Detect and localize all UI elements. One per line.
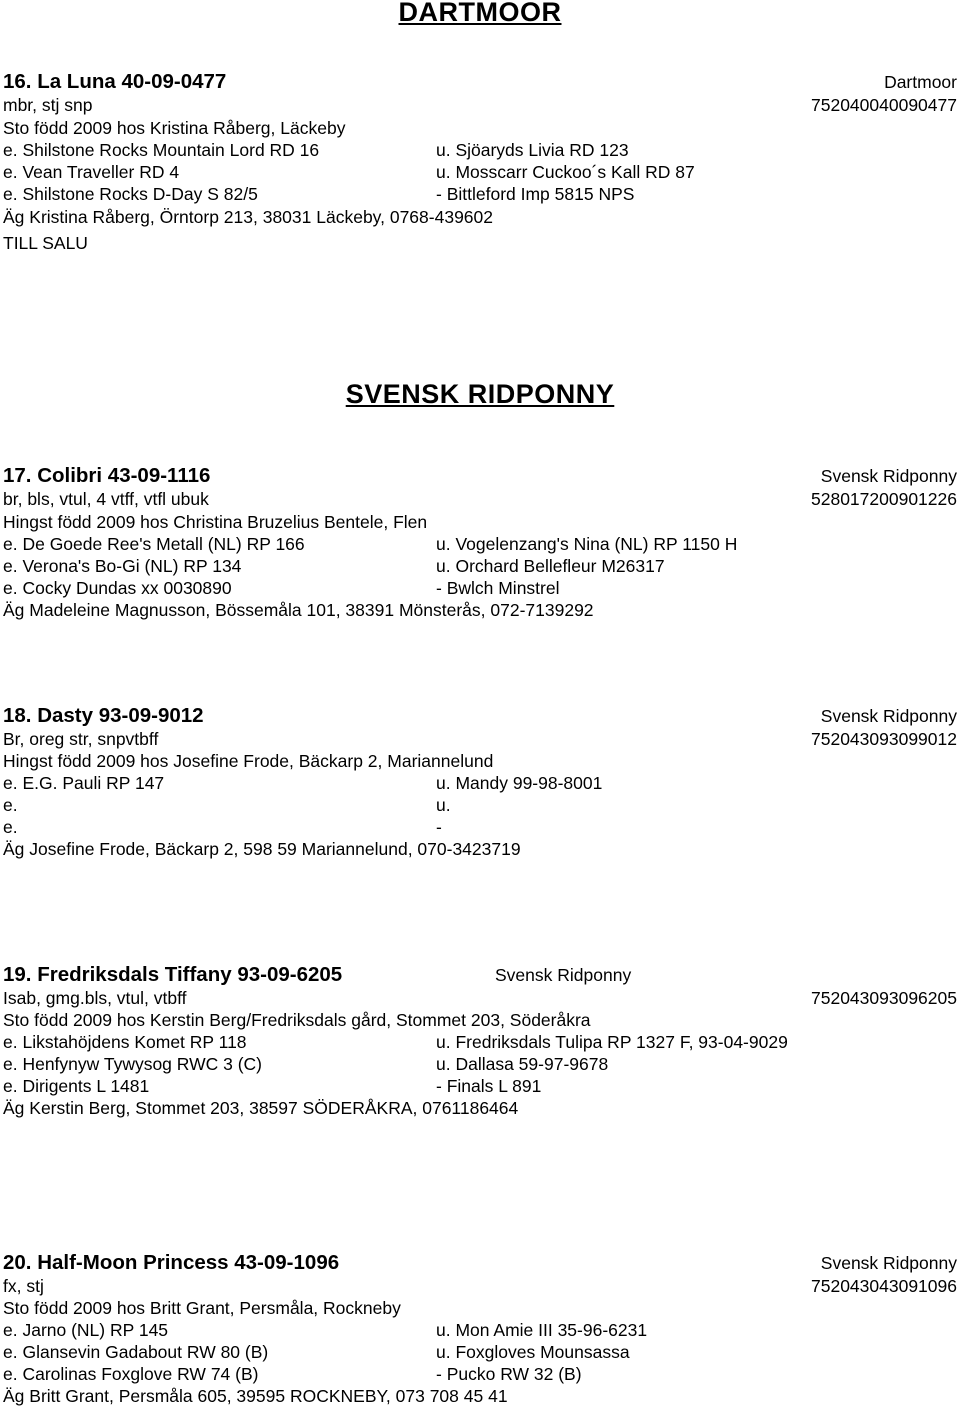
dam: u. Dallasa 59-97-9678 [436,1054,609,1074]
pedigree-row [3,139,957,161]
birth-text: Hingst född 2009 hos Josefine Frode, Bäckarp 2, Mariannelund [3,751,494,771]
horse-name: 17. Colibri 43-09-1116 [3,464,211,487]
horse-name: 19. Fredriksdals Tiffany 93-09-6205 [3,963,343,986]
sire: e. Carolinas Foxglove RW 74 (B) [3,1364,259,1384]
dam: u. Sjöaryds Livia RD 123 [436,140,629,160]
sire: e. Shilstone Rocks D-Day S 82/5 [3,184,258,204]
owner-line [3,1385,957,1407]
description-line [3,94,957,116]
birth-text: Sto född 2009 hos Kristina Råberg, Läckeby [3,118,346,138]
birth-line [3,750,957,772]
dam: u. Mosscarr Cuckoo´s Kall RD 87 [436,162,695,182]
owner-text: Äg Kerstin Berg, Stommet 203, 38597 SÖDERÅKRA, 0761186464 [3,1098,519,1118]
pedigree-row [3,772,957,794]
sire: e. [3,795,18,815]
sire: e. Henfynyw Tywysog RWC 3 (C) [3,1054,263,1074]
birth-line [3,1009,957,1031]
pedigree-row [3,1319,957,1341]
sire: e. De Goede Ree's Metall (NL) RP 166 [3,534,305,554]
owner-text: Äg Kristina Råberg, Örntorp 213, 38031 Läckeby, 0768-439602 [3,207,493,227]
dam: u. Fredriksdals Tulipa RP 1327 F, 93-04-9029 [436,1032,788,1052]
pedigree-row [3,555,957,577]
sire: e. Dirigents L 1481 [3,1076,150,1096]
color-markings: br, bls, vtul, 4 vtff, vtfl ubuk [3,489,209,509]
entry-heading [3,465,957,487]
dam: u. Vogelenzang's Nina (NL) RP 1150 H [436,534,738,554]
dam: - Pucko RW 32 (B) [436,1364,582,1384]
horse-name: 20. Half-Moon Princess 43-09-1096 [3,1251,340,1274]
horse-name: 18. Dasty 93-09-9012 [3,704,204,727]
dam: u. Orchard Bellefleur M26317 [436,556,665,576]
owner-line [3,1097,957,1119]
sire: e. [3,817,18,837]
sire: e. Glansevin Gadabout RW 80 (B) [3,1342,269,1362]
sire: e. Vean Traveller RD 4 [3,162,180,182]
pedigree-row [3,577,957,599]
owner-line [3,599,957,621]
pedigree-row [3,1075,957,1097]
birth-text: Sto född 2009 hos Kerstin Berg/Fredriksdals gård, Stommet 203, Söderåkra [3,1010,591,1030]
breed-label: Svensk Ridponny [820,466,957,486]
id-number: 752043093099012 [811,729,957,749]
id-number: 752043043091096 [811,1276,957,1296]
sire: e. Likstahöjdens Komet RP 118 [3,1032,247,1052]
description-line [3,1275,957,1297]
sire: e. Jarno (NL) RP 145 [3,1320,169,1340]
sire: e. E.G. Pauli RP 147 [3,773,165,793]
owner-line [3,838,957,860]
birth-text: Sto född 2009 hos Britt Grant, Persmåla, Rockneby [3,1298,401,1318]
pedigree-row [3,1363,957,1385]
dam: - Finals L 891 [436,1076,542,1096]
pedigree-row [3,1053,957,1075]
sale-note [3,232,957,254]
birth-line [3,511,957,533]
color-markings: fx, stj [3,1276,44,1296]
horse-name: 16. La Luna 40-09-0477 [3,70,227,93]
owner-text: Äg Britt Grant, Persmåla 605, 39595 ROCKNEBY, 073 708 45 41 [3,1386,508,1406]
owner-line [3,206,957,228]
color-markings: Isab, gmg.bls, vtul, vtbff [3,988,187,1008]
sale-note-text: TILL SALU [3,233,88,253]
sire: e. Shilstone Rocks Mountain Lord RD 16 [3,140,320,160]
dam: - [436,817,442,837]
entry-heading [3,964,957,986]
birth-line [3,117,957,139]
dam: u. Foxgloves Mounsassa [436,1342,630,1362]
dam: - Bwlch Minstrel [436,578,560,598]
id-number: 752040040090477 [811,95,957,115]
breed-label: Svensk Ridponny [820,1253,957,1273]
breed-label: Dartmoor [884,72,957,92]
sire: e. Cocky Dundas xx 0030890 [3,578,232,598]
owner-text: Äg Josefine Frode, Bäckarp 2, 598 59 Mariannelund, 070-3423719 [3,839,521,859]
pedigree-row [3,1341,957,1363]
birth-text: Hingst född 2009 hos Christina Bruzelius Bentele, Flen [3,512,428,532]
breed-label: Svensk Ridponny [495,965,632,985]
pedigree-row [3,183,957,205]
dam: u. [436,795,451,815]
dam: - Bittleford Imp 5815 NPS [436,184,635,204]
id-number: 752043093096205 [811,988,957,1008]
description-line [3,488,957,510]
pedigree-row [3,794,957,816]
entry-heading [3,1252,957,1274]
description-line [3,987,957,1009]
pedigree-row [3,1031,957,1053]
section-title-svensk-ridponny: SVENSK RIDPONNY [345,379,615,409]
pedigree-row [3,161,957,183]
color-markings: mbr, stj snp [3,95,93,115]
entry-heading [3,71,957,93]
pedigree-row [3,533,957,555]
color-markings: Br, oreg str, snpvtbff [3,729,159,749]
dam: u. Mon Amie III 35-96-6231 [436,1320,648,1340]
id-number: 528017200901226 [811,489,957,509]
birth-line [3,1297,957,1319]
section-title-dartmoor: DARTMOOR [398,0,562,27]
sire: e. Verona's Bo-Gi (NL) RP 134 [3,556,242,576]
pedigree-row [3,816,957,838]
breed-label: Svensk Ridponny [820,706,957,726]
entry-heading [3,705,957,727]
description-line [3,728,957,750]
dam: u. Mandy 99-98-8001 [436,773,603,793]
owner-text: Äg Madeleine Magnusson, Bössemåla 101, 38391 Mönsterås, 072-7139292 [3,600,594,620]
